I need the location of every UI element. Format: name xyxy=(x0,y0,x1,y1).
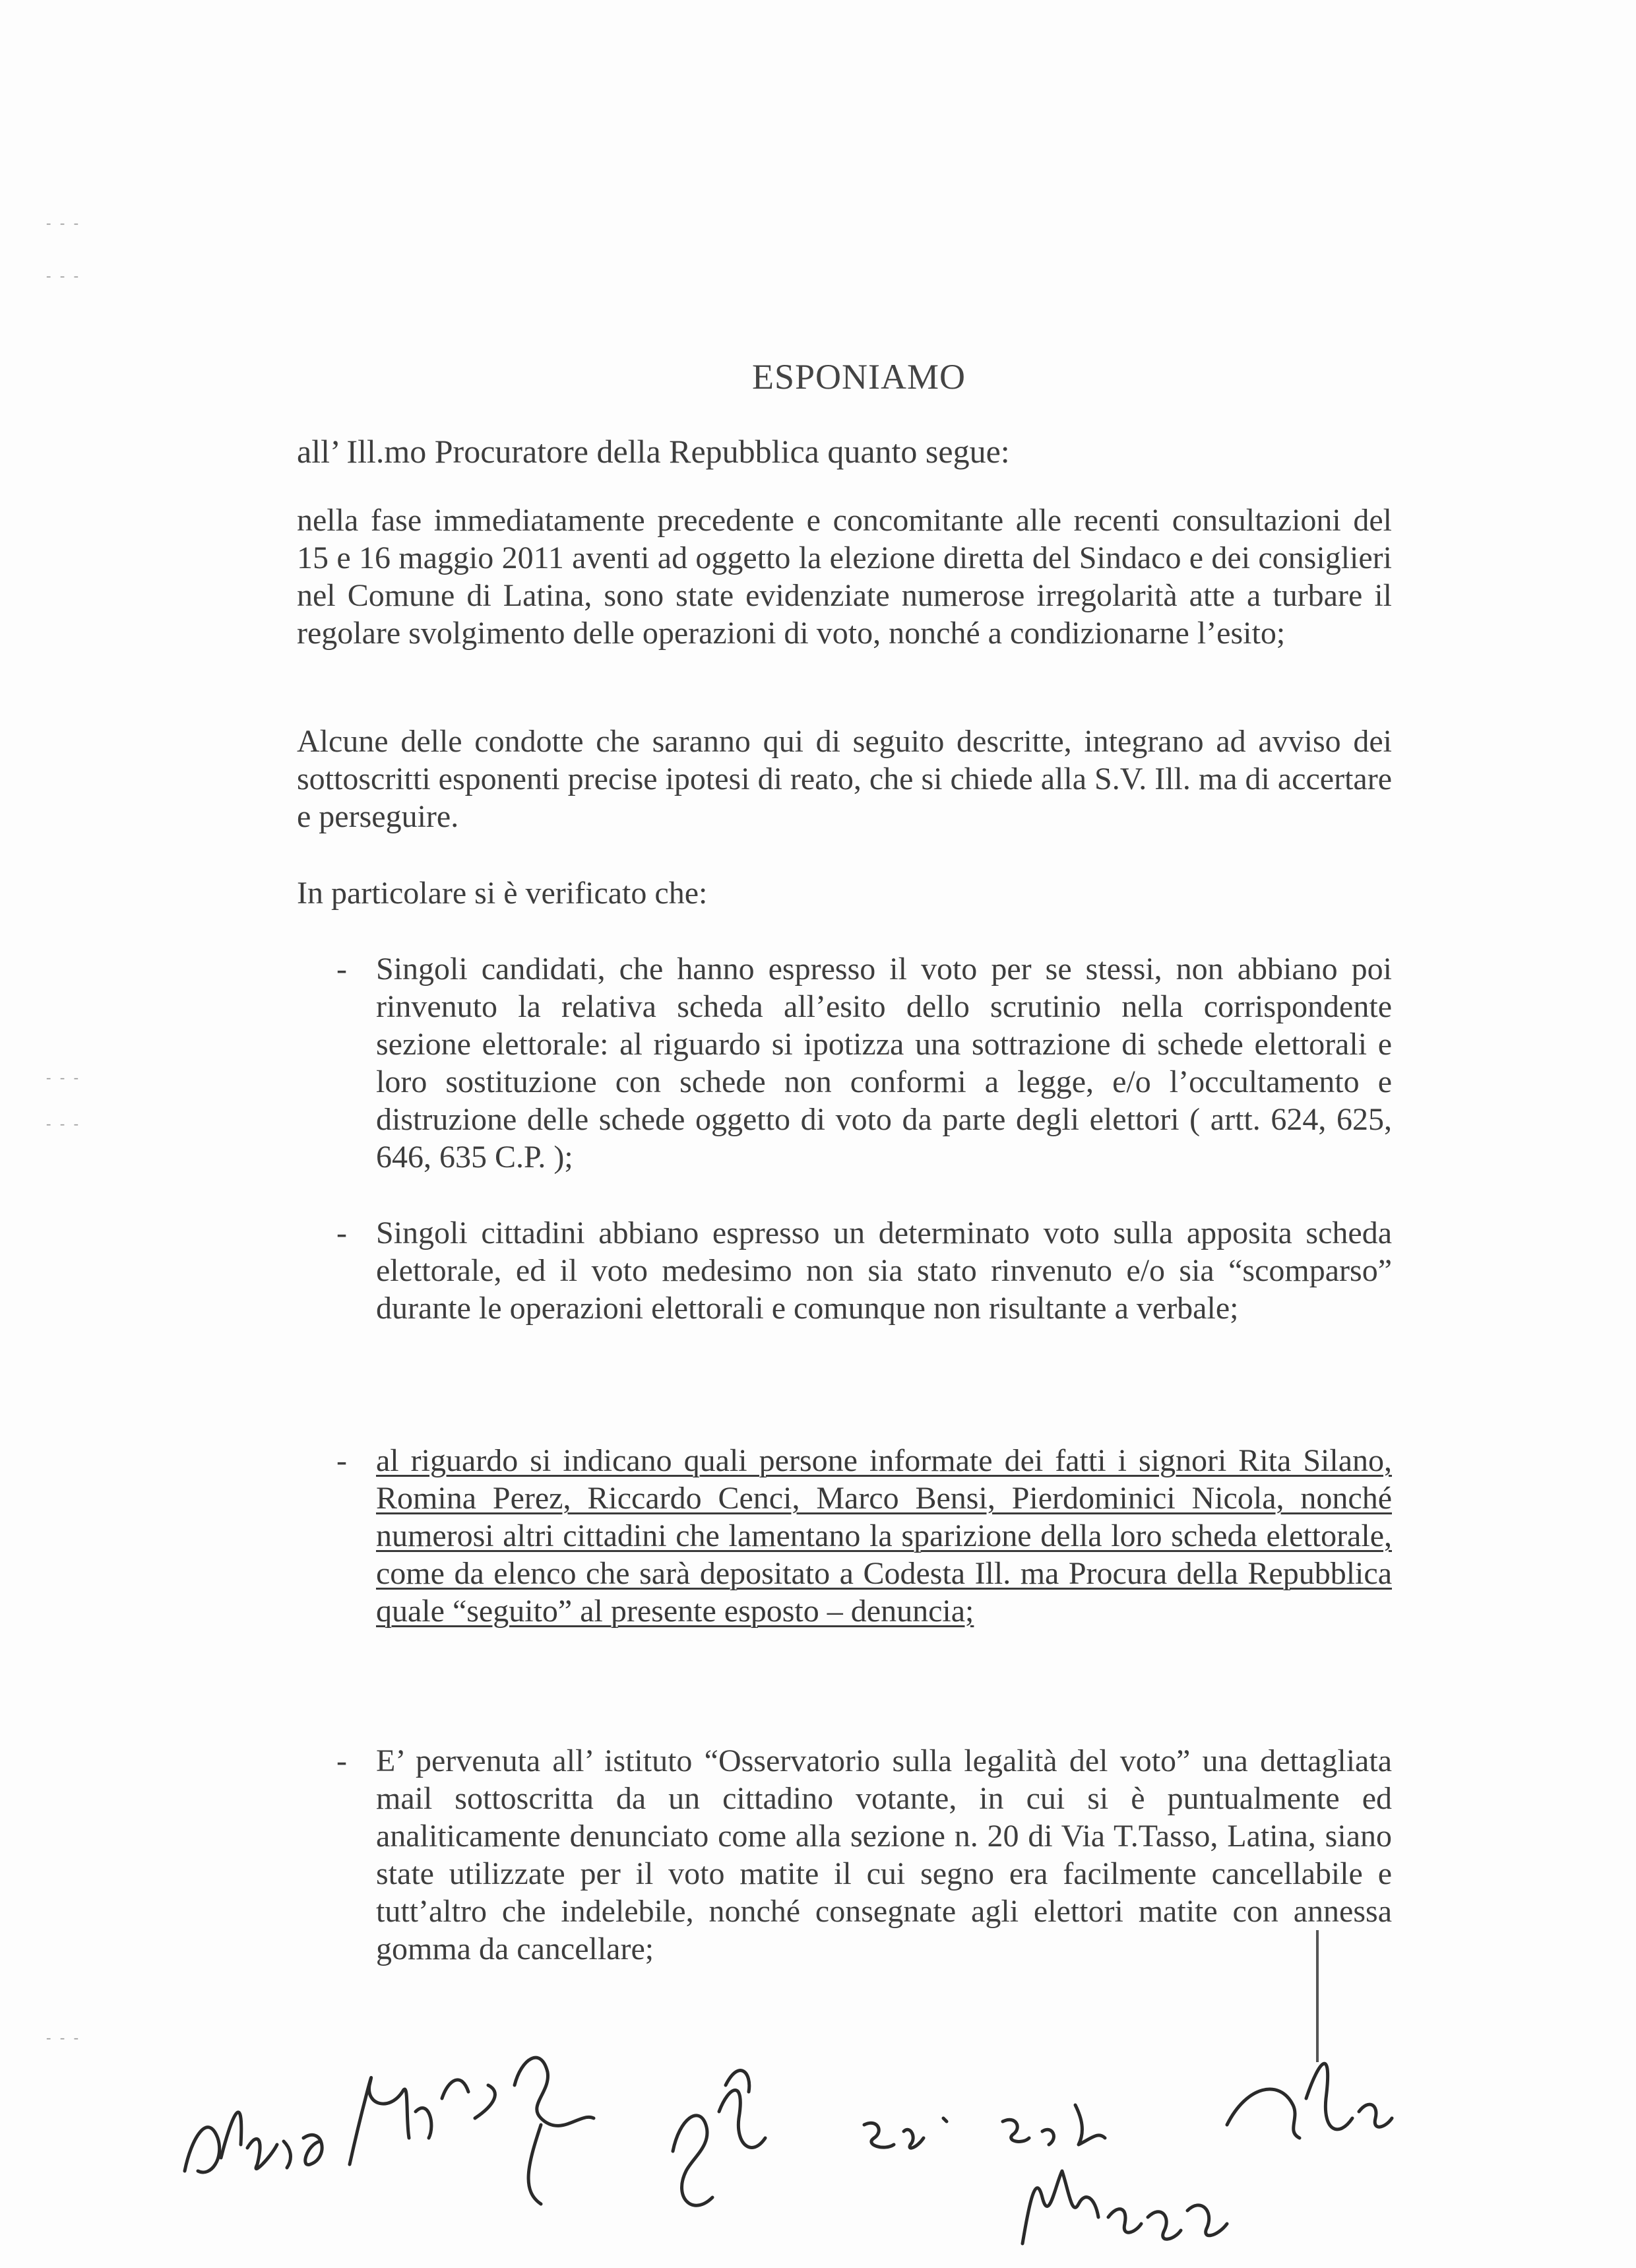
bullet-list xyxy=(336,1742,1392,1968)
bullet-list xyxy=(336,950,1392,1176)
list-item xyxy=(336,950,1392,1176)
paragraph-request: Alcune delle condotte che saranno qui di seguito descritte, integrano ad avviso dei sottoscritti esponenti precise ipotesi di reato, che si chiede alla S.V. Ill. ma di accertare e perseguire. xyxy=(297,724,1392,834)
paragraph-context: nella fase immediatamente precedente e concomitante alle recenti consultazioni del 15 e 16 maggio 2011 aventi ad oggetto la elezione diretta del Sindaco e dei consiglieri nel Comune di Latina, sono state evidenziate numerose irregolarità atte a turbare il regolare svolgimento delle operazioni di voto, nonché a condizionarne l’esito; xyxy=(297,503,1392,651)
list-item xyxy=(336,1742,1392,1968)
bullet-dash: - xyxy=(336,952,347,987)
signature xyxy=(515,2057,594,2204)
bullet-dash: - xyxy=(336,1443,347,1478)
bullet-text-underlined: al riguardo si indicano quali persone informate dei fatti i signori Rita Silano, Romina Perez, Riccardo Cenci, Marco Bensi, Pierdominici Nicola, nonché numerosi altri cittadini che lamentano la sparizione della loro scheda elettorale, come da elenco che sarà depositato a Codesta Ill. ma Procura della Repubblica quale “seguito” al presente esposto – denuncia; xyxy=(376,1443,1392,1629)
bullet-text: E’ pervenuta all’ istituto “Osservatorio sulla legalità del voto” una dettagliata mail sottoscritta da un cittadino votante, in cui si è puntualmente ed analiticamente denunciato come alla sezione n. 20 di Via T.Tasso, Latina, siano state utilizzate per il voto matite il cui segno era facilmente cancellabile e tutt’altro che indelebile, nonché consegnate agli elettori matite con annessa gomma da cancellare; xyxy=(376,1743,1392,1966)
list-item xyxy=(336,1442,1392,1630)
margin-mark: - - - xyxy=(46,2029,81,2046)
signatures-area xyxy=(172,2006,1464,2250)
signature xyxy=(185,2077,495,2172)
addressee-line: all’ Ill.mo Procuratore della Repubblica quanto segue: xyxy=(297,433,1010,470)
margin-mark: - - - xyxy=(46,214,81,231)
margin-mark: - - - xyxy=(46,267,81,284)
signature xyxy=(1022,2171,1227,2244)
signature xyxy=(864,2105,1105,2148)
bullet-text: Singoli cittadini abbiano espresso un determinato voto sulla apposita scheda elettorale, ed il voto medesimo non sia stato rinvenuto e/o sia “scomparso” durante le operazioni elettorali e comunque non risultante a verbale; xyxy=(376,1215,1392,1326)
bullet-list xyxy=(336,1442,1392,1630)
bullet-list xyxy=(336,1214,1392,1327)
bullet-dash: - xyxy=(336,1743,347,1778)
bullet-text: Singoli candidati, che hanno espresso il voto per se stessi, non abbiano poi rinvenuto la relativa scheda all’esito dello scrutinio nella corrispondente sezione elettorale: al riguardo si ipotizza una sottrazione di schede elettorali e loro sostituzione con schede non conformi a legge, e/o l’occultamento e distruzione delle schede oggetto di voto da parte degli elettori ( artt. 624, 625, 646, 635 C.P. ); xyxy=(376,952,1392,1175)
margin-mark: - - - xyxy=(46,1069,81,1085)
bullet-dash: - xyxy=(336,1215,347,1250)
list-item xyxy=(336,1214,1392,1327)
paragraph-lead: In particolare si è verificato che: xyxy=(297,876,708,911)
document-heading: ESPONIAMO xyxy=(752,357,966,397)
margin-mark: - - - xyxy=(46,1115,81,1132)
signature xyxy=(1227,2063,1392,2138)
signature xyxy=(673,2071,765,2206)
